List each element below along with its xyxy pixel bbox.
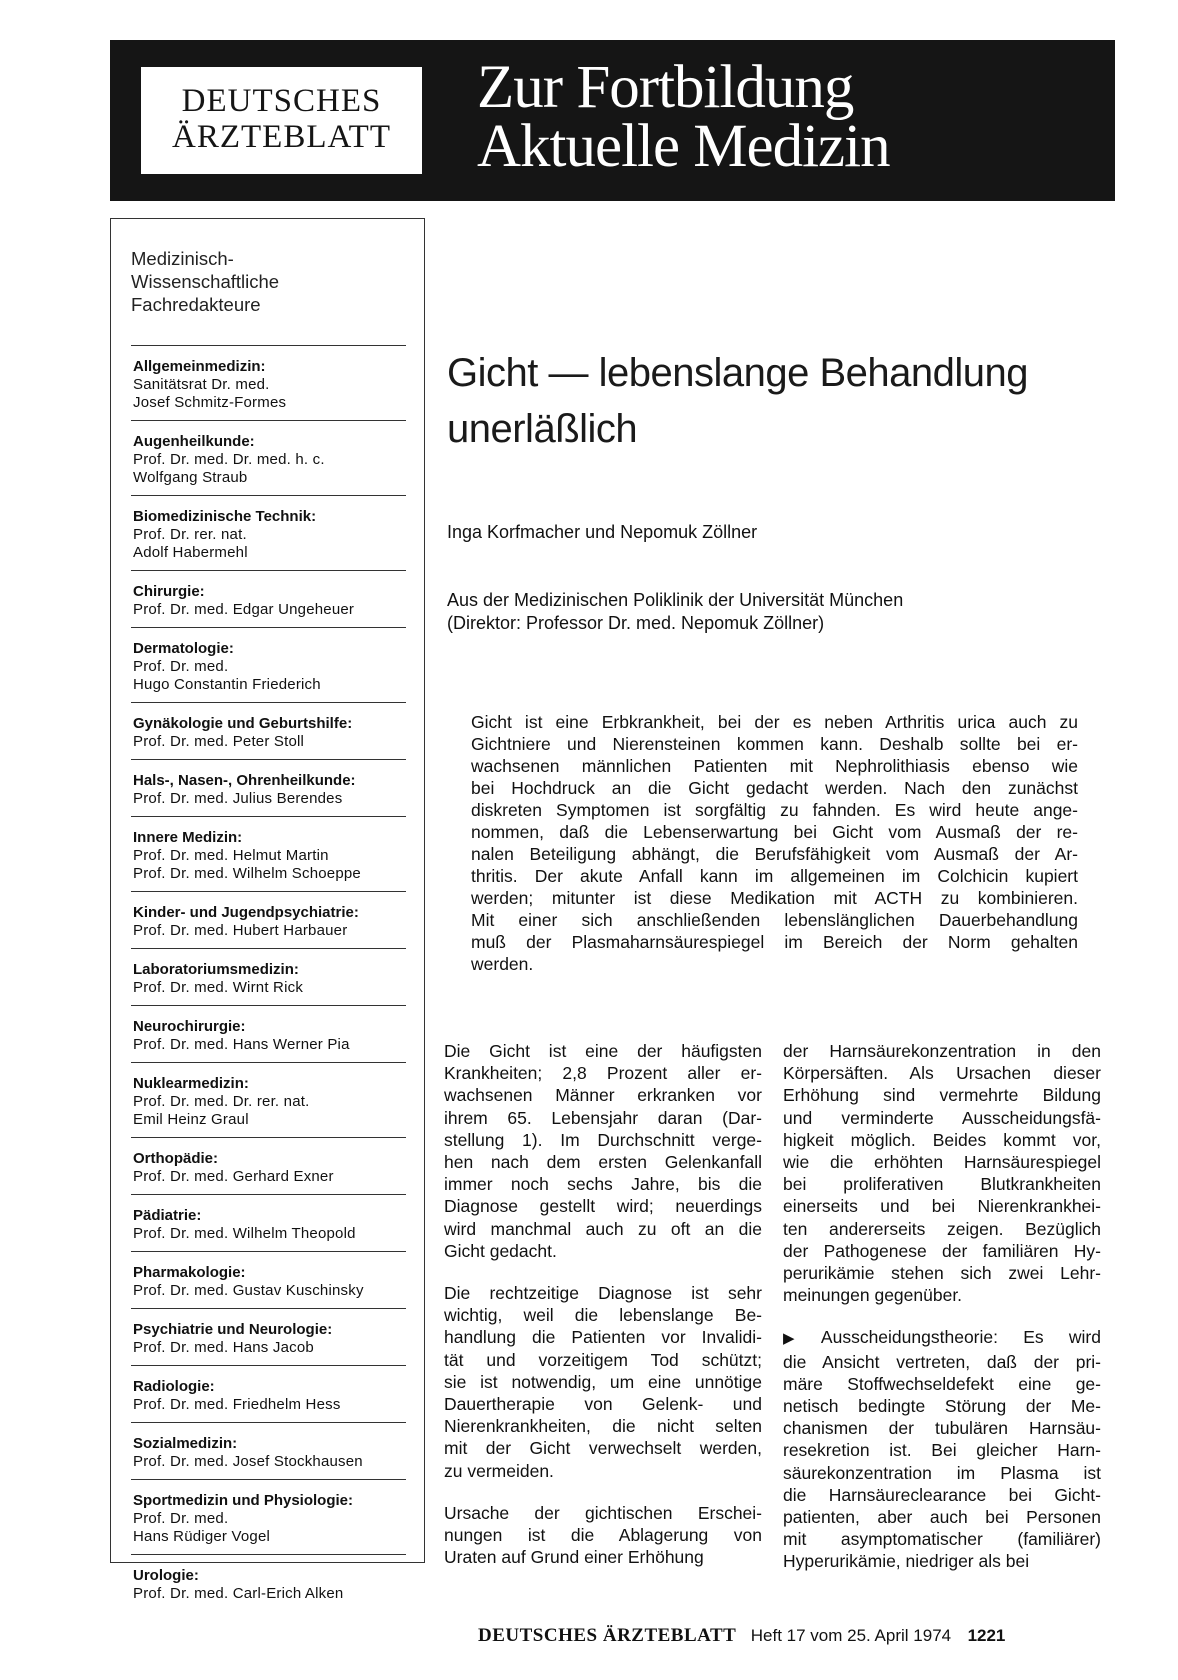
text-line: Krankheiten; 2,8 Prozent aller er- [444, 1063, 762, 1084]
editor-group [131, 1194, 406, 1251]
editor-group [131, 702, 406, 759]
affiliation-line: (Direktor: Professor Dr. med. Nepomuk Zöllner) [447, 613, 825, 633]
editor-name: Prof. Dr. med. Gustav Kuschinsky [133, 1282, 364, 1299]
text-line: bei proliferativen Blutkrankheiten [783, 1174, 1101, 1195]
text-line: märe Stoffwechseldefekt eine ge- [783, 1373, 1101, 1394]
editor-group [131, 948, 406, 1005]
editor-group [131, 816, 406, 891]
editor-field: Nuklearmedizin: [133, 1075, 249, 1092]
abstract-line: thritis. Der akute Anfall kann im allgemeinen im Colchicin kupiert [471, 866, 1078, 886]
editor-name: Prof. Dr. med. Julius Berendes [133, 790, 343, 807]
page-footer [478, 1625, 1005, 1647]
abstract-line: Gichtniere und Nierensteinen kommen kann. Deshalb sollte bei er- [471, 734, 1078, 754]
section-title-line-2: Aktuelle Medizin [477, 113, 890, 180]
editors-heading-line: Wissenschaftliche [131, 271, 280, 292]
text-line: perurikämie stehen sich zwei Lehr- [783, 1263, 1101, 1284]
text-line: mit der Gicht verwechselt werden, [444, 1438, 762, 1459]
editor-name: Emil Heinz Graul [133, 1111, 249, 1128]
journal-banner [110, 40, 1115, 201]
text-line: zu vermeiden. [444, 1460, 554, 1481]
affiliation-line: Aus der Medizinischen Poliklinik der Universität München [447, 590, 904, 610]
editor-name: Prof. Dr. med. Friedhelm Hess [133, 1396, 341, 1413]
editor-name: Prof. Dr. med. [133, 658, 229, 675]
text-line: der Pathogenese der familiären Hy- [783, 1240, 1101, 1261]
editor-name: Hans Rüdiger Vogel [133, 1528, 271, 1545]
editor-group [131, 759, 406, 816]
text-line: Ursache der gichtischen Erschei- [444, 1502, 762, 1523]
logo-line-1: DEUTSCHES [181, 83, 382, 119]
triangle-bullet-icon: ▶ [783, 1330, 815, 1348]
editor-group [131, 1137, 406, 1194]
text-line: nungen ist die Ablagerung von [444, 1525, 762, 1546]
text-line: tät und vorzeitigem Tod schützt; [444, 1349, 762, 1370]
text-line: chanismen der tubulären Harnsäu- [783, 1418, 1101, 1439]
text-line: hen nach dem ersten Gelenkanfall [444, 1152, 762, 1173]
editor-field: Psychiatrie und Neurologie: [133, 1321, 333, 1338]
abstract-line: muß der Plasmaharnsäurespiegel im Bereich der Norm gehalten [471, 932, 1078, 952]
article-abstract [471, 711, 1078, 975]
editor-field: Radiologie: [133, 1378, 215, 1395]
article-title-line: Gicht — lebenslange Behandlung [447, 351, 1028, 395]
editor-name: Prof. Dr. med. Wilhelm Theopold [133, 1225, 356, 1242]
abstract-line: wachsenen männlichen Patienten mit Nephrolithiasis ebenso wie [471, 756, 1078, 776]
text-line: Uraten auf Grund einer Erhöhung [444, 1547, 704, 1568]
editor-field: Orthopädie: [133, 1150, 218, 1167]
text-line: wachsenen Männer erkranken vor [444, 1085, 762, 1106]
body-column-left [444, 1040, 762, 1588]
text-line: die Harnsäureclearance bei Gicht- [783, 1484, 1101, 1505]
editor-name: Prof. Dr. med. Hans Jacob [133, 1339, 314, 1356]
logo-line-2: ÄRZTEBLATT [172, 119, 391, 155]
body-column-right [783, 1040, 1101, 1593]
text-line: Erhöhung sind vermehrte Bildung [783, 1085, 1101, 1106]
text-line: patienten, aber auch bei Personen [783, 1507, 1101, 1528]
editor-field: Gynäkologie und Geburtshilfe: [133, 715, 353, 732]
body-paragraph [783, 1040, 1101, 1306]
text-line: immer noch sechs Jahre, bis die [444, 1174, 762, 1195]
editor-field: Kinder- und Jugendpsychiatrie: [133, 904, 359, 921]
abstract-line: Gicht ist eine Erbkrankheit, bei der es neben Arthritis urica auch zu [471, 712, 1078, 732]
editors-heading-line: Medizinisch- [131, 248, 234, 269]
text-line: resekretion ist. Bei gleicher Harn- [783, 1440, 1101, 1461]
abstract-line: bei Hochdruck an die Gicht gedacht werden. Nach den zunächst [471, 778, 1078, 798]
editor-group [131, 1422, 406, 1479]
editor-name: Prof. Dr. rer. nat. [133, 526, 247, 543]
editor-field: Laboratoriumsmedizin: [133, 961, 299, 978]
abstract-line: nalen Beteiligung abhängt, die Berufsfähigkeit vom Ausmaß der Ar- [471, 844, 1078, 864]
text-line: higkeit möglich. Beides kommt vor, [783, 1129, 1101, 1150]
editor-name: Prof. Dr. med. Hubert Harbauer [133, 922, 348, 939]
text-line: einerseits und bei Nierenkrankhei- [783, 1196, 1101, 1217]
editor-group [131, 345, 406, 420]
editor-field: Dermatologie: [133, 640, 234, 657]
editor-name: Adolf Habermehl [133, 544, 248, 561]
text-line: meinungen gegenüber. [783, 1285, 963, 1306]
editor-field: Allgemeinmedizin: [133, 358, 266, 375]
editor-name: Sanitätsrat Dr. med. [133, 376, 270, 393]
editors-heading-line: Fachredakteure [131, 294, 261, 315]
editor-field: Augenheilkunde: [133, 433, 255, 450]
editor-name: Prof. Dr. med. [133, 1510, 229, 1527]
editor-group [131, 1479, 406, 1554]
text-line: wird manchmal auch zu oft an die [444, 1218, 762, 1239]
text-line: Dauertherapie von Gelenk- und [444, 1394, 762, 1415]
text-line [783, 1326, 1101, 1350]
editor-list [131, 345, 406, 1611]
text-line: wie die erhöhten Harnsäurespiegel [783, 1152, 1101, 1173]
text-line: wichtig, weil die lebenslange Be- [444, 1305, 762, 1326]
footer-issue: Heft 17 vom 25. April 1974 [750, 1626, 952, 1645]
editor-name: Prof. Dr. med. Gerhard Exner [133, 1168, 334, 1185]
text-line: Gicht gedacht. [444, 1240, 557, 1261]
text-line: die Ansicht vertreten, daß der pri- [783, 1351, 1101, 1372]
editor-name: Prof. Dr. med. Wilhelm Schoeppe [133, 865, 361, 882]
abstract-line: werden; mitunter ist diese Medikation mit ACTH zu kombinieren. [471, 888, 1078, 908]
editor-name: Prof. Dr. med. Josef Stockhausen [133, 1453, 363, 1470]
text-line: ten andererseits zeigen. Bezüglich [783, 1218, 1101, 1239]
editor-name: Prof. Dr. med. Edgar Ungeheuer [133, 601, 355, 618]
editor-name: Prof. Dr. med. Helmut Martin [133, 847, 329, 864]
editor-group [131, 627, 406, 702]
editor-field: Urologie: [133, 1567, 199, 1584]
section-title-line-1: Zur Fortbildung [477, 54, 854, 121]
editor-field: Sozialmedizin: [133, 1435, 238, 1452]
editor-field: Innere Medizin: [133, 829, 243, 846]
abstract-line: diskreten Symptomen ist sorgfältig zu fahnden. Es wird heute ange- [471, 800, 1078, 820]
editor-name: Wolfgang Straub [133, 469, 248, 486]
editor-name: Josef Schmitz-Formes [133, 394, 287, 411]
text-line: Hyperurikämie, niedriger als bei [783, 1551, 1030, 1572]
editor-field: Pharmakologie: [133, 1264, 246, 1281]
text-line: mit asymptomatischer (familiärer) [783, 1529, 1101, 1550]
editor-group [131, 1251, 406, 1308]
article-title-line: unerläßlich [447, 407, 638, 451]
editors-heading [131, 247, 411, 316]
editor-group [131, 1062, 406, 1137]
editor-group [131, 420, 406, 495]
abstract-line: nommen, daß die Lebenserwartung bei Gicht vom Ausmaß der re- [471, 822, 1078, 842]
editor-group [131, 1554, 406, 1611]
editor-group [131, 1005, 406, 1062]
text-line: säurekonzentration im Plasma ist [783, 1462, 1101, 1483]
editor-field: Sportmedizin und Physiologie: [133, 1492, 354, 1509]
body-paragraph [444, 1282, 762, 1482]
editor-field: Hals-, Nasen-, Ohrenheilkunde: [133, 772, 356, 789]
footer-journal: DEUTSCHES ÄRZTEBLATT [478, 1625, 737, 1646]
text-line: ihrem 65. Lebensjahr daran (Dar- [444, 1107, 762, 1128]
body-paragraph [444, 1040, 762, 1262]
text-line: sie ist notwendig, um eine unnötige [444, 1371, 762, 1392]
editor-name: Prof. Dr. med. Carl-Erich Alken [133, 1585, 344, 1602]
body-paragraph [783, 1326, 1101, 1572]
text-line: Die Gicht ist eine der häufigsten [444, 1041, 762, 1061]
text-line: Nierenkrankheiten, die nicht selten [444, 1416, 762, 1437]
editor-group [131, 1308, 406, 1365]
section-title [477, 54, 1107, 180]
editor-field: Chirurgie: [133, 583, 205, 600]
journal-logo [138, 64, 425, 177]
editor-group [131, 1365, 406, 1422]
text-line: und verminderte Ausscheidungsfä- [783, 1107, 1101, 1128]
article-affiliation [447, 589, 903, 635]
page-number: 1221 [967, 1626, 1006, 1645]
text-line: Körpersäften. Als Ursachen dieser [783, 1063, 1101, 1084]
editor-name: Prof. Dr. med. Dr. med. h. c. [133, 451, 325, 468]
editor-group [131, 891, 406, 948]
editor-name: Hugo Constantin Friederich [133, 676, 321, 693]
editor-name: Prof. Dr. med. Hans Werner Pia [133, 1036, 350, 1053]
paragraph-lead: Ausscheidungstheorie: Es wird [820, 1327, 1101, 1348]
editor-name: Prof. Dr. med. Wirnt Rick [133, 979, 304, 996]
editor-field: Neurochirurgie: [133, 1018, 246, 1035]
editor-field: Pädiatrie: [133, 1207, 202, 1224]
editor-field: Biomedizinische Technik: [133, 508, 317, 525]
text-line: Die rechtzeitige Diagnose ist sehr [444, 1283, 762, 1304]
text-line: stellung 1). Im Durchschnitt verge- [444, 1129, 762, 1150]
text-line: der Harnsäurekonzentration in den [783, 1041, 1101, 1061]
abstract-line: werden. [471, 954, 534, 974]
article-authors: Inga Korfmacher und Nepomuk Zöllner [447, 522, 758, 542]
text-line: handlung die Patienten vor Invalidi- [444, 1327, 762, 1348]
editor-name: Prof. Dr. med. Peter Stoll [133, 733, 305, 750]
editor-group [131, 495, 406, 570]
text-line: netisch bedingte Störung der Me- [783, 1396, 1101, 1417]
editor-group [131, 570, 406, 627]
article-title [447, 345, 1127, 457]
text-line: Diagnose gestellt wird; neuerdings [444, 1196, 762, 1217]
abstract-line: Mit einer sich anschließenden lebenslänglichen Dauerbehandlung [471, 910, 1078, 930]
body-paragraph [444, 1502, 762, 1569]
editors-sidebar [110, 218, 425, 1602]
editor-name: Prof. Dr. med. Dr. rer. nat. [133, 1093, 310, 1110]
